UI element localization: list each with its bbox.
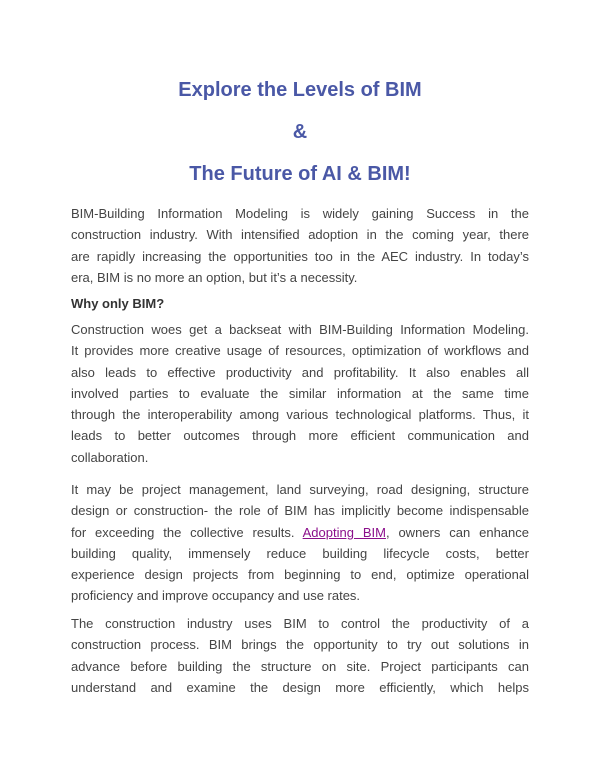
title-line-2: &: [292, 121, 308, 143]
text-line: BIM-Building Information Modeling is widely gaining Success in the: [71, 206, 529, 221]
paragraph-roles: [71, 479, 529, 607]
text-line: building quality, immensely reduce building lifecycle costs, better: [71, 545, 529, 561]
text-line: [71, 522, 529, 543]
text-line: design or construction- the role of BIM has implicitly become indispensable: [71, 503, 529, 519]
text-segment: , owners can enhance: [385, 524, 529, 540]
text-line: era, BIM is no more an option, but it’s a necessity.: [71, 269, 358, 285]
text-line: are rapidly increasing the opportunities too in the AEC industry. In today’s: [71, 248, 529, 264]
adopting-bim-link[interactable]: Adopting BIM: [302, 524, 386, 540]
text-line: advance before building the structure on site. Project participants can: [71, 658, 529, 674]
text-line: construction industry. With intensified adoption in the coming year, there: [71, 227, 529, 243]
text-line: understand and examine the design more efficiently, which helps: [71, 679, 529, 695]
text-line: The construction industry uses BIM to control the productivity of a: [71, 616, 529, 631]
paragraph-why: [71, 319, 529, 468]
text-line: collaboration.: [71, 449, 149, 465]
text-line: construction process. BIM brings the opportunity to try out solutions in: [71, 637, 529, 653]
paragraph-productivity: [71, 613, 529, 698]
paragraph-intro: [71, 203, 529, 288]
text-line: Construction woes get a backseat with BIM-Building Information Modeling.: [71, 322, 529, 337]
text-line: involved parties to evaluate the similar information at the same time: [71, 385, 529, 401]
text-line: experience design projects from beginning to end, optimize operational: [71, 567, 529, 583]
text-line: through the interoperability among various technological platforms. Thus, it: [71, 407, 529, 423]
text-line: also leads to effective productivity and profitability. It also enables all: [71, 364, 529, 380]
text-line: It provides more creative usage of resources, optimization of workflows and: [71, 343, 529, 359]
heading-why-only-bim: Why only BIM?: [71, 296, 165, 311]
section-heading: [71, 293, 529, 314]
text-line: It may be project management, land surveying, road designing, structure: [71, 482, 529, 497]
text-line: proficiency and improve occupancy and use rates.: [71, 588, 361, 604]
text-segment: for exceeding the collective results.: [71, 524, 303, 540]
title-line-3: The Future of AI & BIM!: [189, 163, 411, 185]
text-line: leads to better outcomes through more efficient communication and: [71, 428, 529, 444]
title-line-1: Explore the Levels of BIM: [178, 79, 422, 101]
